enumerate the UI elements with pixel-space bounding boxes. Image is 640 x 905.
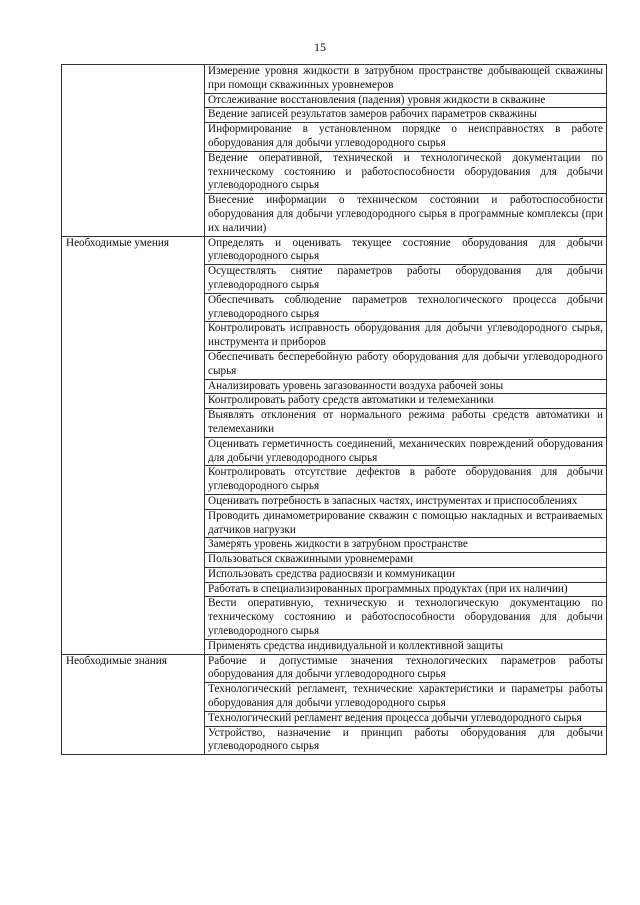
requirement-cell: Проводить динамометрирование скважин с помощью накладных и встраиваемых датчиков нагрузки (205, 509, 607, 538)
section-label: Необходимые умения (62, 236, 205, 654)
requirement-cell: Устройство, назначение и принцип работы оборудования для добычи углеводородного сырья (205, 726, 607, 755)
requirement-cell: Контролировать работу средств автоматики и телемеханики (205, 394, 607, 409)
requirement-cell: Информирование в установленном порядке о неисправностях в работе оборудования для добычи углеводородного сырья (205, 123, 607, 152)
requirement-cell: Применять средства индивидуальной и коллективной защиты (205, 639, 607, 654)
requirement-cell: Оценивать герметичность соединений, механических повреждений оборудования для добычи углеводородного сырья (205, 437, 607, 466)
table-row (62, 654, 607, 683)
requirement-cell: Контролировать исправность оборудования для добычи углеводородного сырья, инструмента и приборов (205, 322, 607, 351)
requirement-cell: Оценивать потребность в запасных частях, инструментах и приспособлениях (205, 494, 607, 509)
requirement-cell: Анализировать уровень загазованности воздуха рабочей зоны (205, 379, 607, 394)
requirement-cell: Отслеживание восстановления (падения) уровня жидкости в скважине (205, 93, 607, 108)
requirement-cell: Контролировать отсутствие дефектов в работе оборудования для добычи углеводородного сырья (205, 466, 607, 495)
table-row (62, 236, 607, 265)
requirement-cell: Вести оперативную, техническую и технологическую документацию по техническому состоянию и работоспособности оборудования для добычи углеводородного сырья (205, 597, 607, 639)
requirement-cell: Работать в специализированных программных продуктах (при их наличии) (205, 582, 607, 597)
requirement-cell: Пользоваться скважинными уровнемерами (205, 553, 607, 568)
requirement-cell: Ведение записей результатов замеров рабочих параметров скважины (205, 108, 607, 123)
requirement-cell: Технологический регламент ведения процесса добычи углеводородного сырья (205, 711, 607, 726)
section-label: Необходимые знания (62, 654, 205, 755)
requirement-cell: Ведение оперативной, технической и технологической документации по техническому состоянию и работоспособности оборудования для добычи углеводородного сырья (205, 151, 607, 193)
requirement-cell: Технологический регламент, технические характеристики и параметры работы оборудования для добычи углеводородного сырья (205, 683, 607, 712)
section-label (62, 65, 205, 237)
requirements-table (61, 64, 607, 755)
requirement-cell: Обеспечивать соблюдение параметров технологического процесса добычи углеводородного сырья (205, 293, 607, 322)
requirement-cell: Определять и оценивать текущее состояние оборудования для добычи углеводородного сырья (205, 236, 607, 265)
requirements-table-body (62, 65, 607, 755)
table-row (62, 65, 607, 94)
requirement-cell: Замерять уровень жидкости в затрубном пространстве (205, 538, 607, 553)
page-number: 15 (314, 40, 326, 54)
requirement-cell: Выявлять отклонения от нормального режима работы средств автоматики и телемеханики (205, 409, 607, 438)
requirement-cell: Обеспечивать бесперебойную работу оборудования для добычи углеводородного сырья (205, 350, 607, 379)
requirement-cell: Внесение информации о техническом состоянии и работоспособности оборудования для добычи углеводородного сырья в программные комплексы (при их наличии) (205, 194, 607, 236)
requirement-cell: Измерение уровня жидкости в затрубном пространстве добывающей скважины при помощи скважинных уровнемеров (205, 65, 607, 94)
requirement-cell: Рабочие и допустимые значения технологических параметров работы оборудования для добычи углеводородного сырья (205, 654, 607, 683)
requirement-cell: Использовать средства радиосвязи и коммуникации (205, 567, 607, 582)
requirement-cell: Осуществлять снятие параметров работы оборудования для добычи углеводородного сырья (205, 265, 607, 294)
